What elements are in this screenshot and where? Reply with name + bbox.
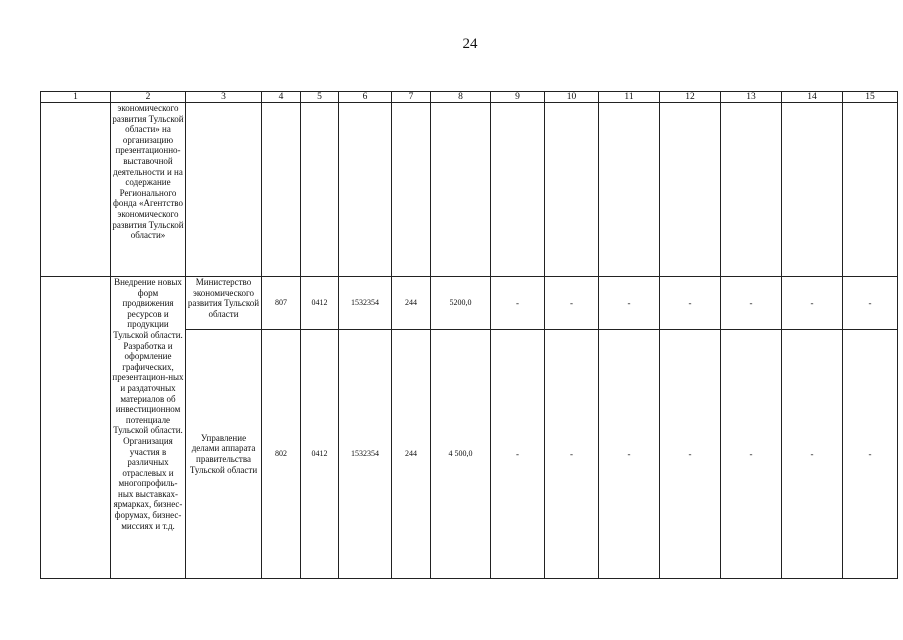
amount-cell: 4 500,0 <box>431 330 491 579</box>
table-cell <box>262 103 301 277</box>
table-cell <box>392 103 431 277</box>
header-cell: 11 <box>599 92 660 103</box>
table-cell: 1532354 <box>339 330 392 579</box>
table-cell: - <box>545 330 599 579</box>
header-cell: 12 <box>660 92 721 103</box>
table-cell: - <box>843 277 898 330</box>
header-cell: 3 <box>186 92 262 103</box>
table-cell: 0412 <box>301 330 339 579</box>
table-cell <box>843 103 898 277</box>
table-cell <box>41 277 111 579</box>
table-cell <box>721 103 782 277</box>
header-cell: 2 <box>111 92 186 103</box>
header-cell: 4 <box>262 92 301 103</box>
table-row <box>41 277 898 330</box>
header-cell: 15 <box>843 92 898 103</box>
table-cell: - <box>599 277 660 330</box>
table-cell <box>599 103 660 277</box>
table-cell <box>431 103 491 277</box>
table-cell: 244 <box>392 277 431 330</box>
table-cell <box>545 103 599 277</box>
header-cell: 7 <box>392 92 431 103</box>
header-cell: 5 <box>301 92 339 103</box>
table-cell: - <box>782 277 843 330</box>
page-number: 24 <box>462 36 478 52</box>
activity-description: экономического развития Тульской области» на организацию презентационно-выставочной деятельности и на содержание Регионального фонда «Агентство экономического развития Тульской области» <box>111 103 186 277</box>
table-cell: - <box>721 330 782 579</box>
table-cell: - <box>782 330 843 579</box>
table-cell: - <box>491 277 545 330</box>
table-cell <box>339 103 392 277</box>
table-cell <box>186 103 262 277</box>
executor-cell: Министерство экономического развития Тульской области <box>186 277 262 330</box>
table-cell: 807 <box>262 277 301 330</box>
table-cell: - <box>491 330 545 579</box>
table-row <box>41 103 898 277</box>
header-cell: 8 <box>431 92 491 103</box>
table-cell: 802 <box>262 330 301 579</box>
table-cell <box>41 103 111 277</box>
table-cell: - <box>660 277 721 330</box>
table-cell: 1532354 <box>339 277 392 330</box>
activity-description: Внедрение новых форм продвижения ресурсов и продукции Тульской области. Разработка и оформление графических, презентацион-ных и раздаточных материалов об инвестиционном потенциале Тульской области. Организация участия в различных отраслевых и многопрофиль-ных выставках-ярмарках, бизнес-форумах, бизнес-миссиях и т.д. <box>111 277 186 579</box>
table-cell: 244 <box>392 330 431 579</box>
table-cell: - <box>660 330 721 579</box>
header-cell: 14 <box>782 92 843 103</box>
table-cell: 0412 <box>301 277 339 330</box>
header-cell: 6 <box>339 92 392 103</box>
table-cell: - <box>545 277 599 330</box>
executor-cell: Управление делами аппарата правительства Тульской области <box>186 330 262 579</box>
amount-cell: 5200,0 <box>431 277 491 330</box>
header-cell: 13 <box>721 92 782 103</box>
header-row <box>41 92 898 103</box>
table-cell: - <box>843 330 898 579</box>
header-cell: 9 <box>491 92 545 103</box>
table-cell <box>491 103 545 277</box>
table-cell <box>660 103 721 277</box>
table-cell: - <box>599 330 660 579</box>
table-cell <box>782 103 843 277</box>
header-cell: 1 <box>41 92 111 103</box>
budget-table <box>40 91 898 579</box>
table-cell: - <box>721 277 782 330</box>
table-cell <box>301 103 339 277</box>
header-cell: 10 <box>545 92 599 103</box>
